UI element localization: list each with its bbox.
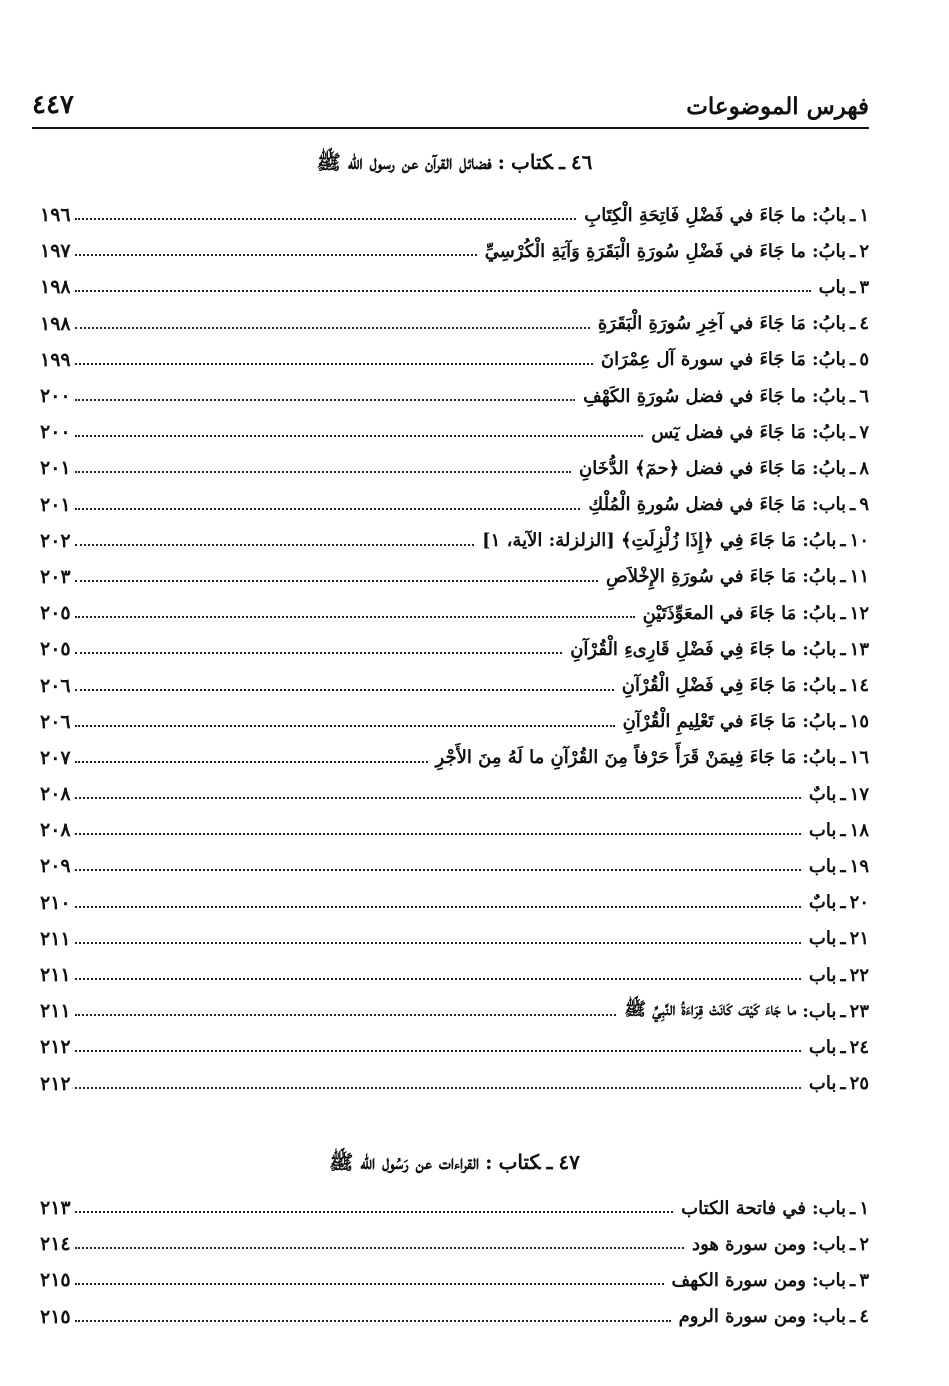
entry-bab-label: باب (818, 1233, 847, 1255)
entry-page-number: ٢٠٥ (40, 602, 71, 625)
entry-dash: ـ (840, 928, 846, 950)
entry-bab-label: بابُ (818, 421, 847, 443)
index-entry (40, 595, 869, 631)
entry-bab-label: باب (808, 819, 837, 841)
entry-number: ١١ (849, 566, 869, 588)
entry-title: مَا جَاءَ في سورة آل عِمْرَانَ (600, 349, 806, 371)
index-entry (40, 450, 869, 486)
dot-leader (75, 580, 598, 582)
entry-page-number: ١٩٨ (40, 276, 71, 299)
entry-bab-label: بابُ (808, 747, 837, 769)
entry-bab-label: بابُ (818, 204, 847, 226)
entry-colon: : (811, 385, 819, 407)
entry-number: ١٢ (849, 602, 869, 624)
index-entry (40, 812, 869, 848)
entry-page-number: ٢٠٦ (40, 710, 71, 733)
index-entry (40, 1190, 869, 1226)
index-entry (40, 957, 869, 993)
entry-bab-label: باب (818, 1306, 847, 1328)
entry-colon: : (811, 204, 819, 226)
entry-colon: : (811, 1306, 819, 1328)
entry-page-number: ٢٠٠ (40, 421, 71, 444)
entry-number: ٢٤ (849, 1036, 869, 1058)
entry-number: ١٥ (849, 711, 869, 733)
entry-dash: ـ (850, 349, 856, 371)
entry-page-number: ٢١٥ (40, 1269, 71, 1292)
dot-leader (75, 906, 801, 908)
book-number-dash: ـ (546, 1150, 553, 1174)
entry-number: ١٠ (849, 530, 869, 552)
entry-dash: ـ (850, 1197, 856, 1219)
book-title-text: فضائل القرآن عن رسول الله ﷺ (316, 150, 492, 174)
book-number-dash: ـ (559, 150, 565, 174)
dot-leader (75, 471, 571, 473)
dot-leader (75, 725, 615, 727)
entry-page-number: ٢١٠ (40, 891, 71, 914)
entry-page-number: ١٩٧ (40, 240, 71, 263)
entry-dash: ـ (850, 385, 856, 407)
dot-leader (75, 942, 801, 944)
index-entry (40, 776, 869, 812)
entry-bab-label: بابٌ (808, 783, 837, 805)
dot-leader (75, 833, 801, 835)
entry-title: ما جَاءَ في فَضْلِ سُورَةِ الْبَقَرَةِ وَآيَةِ الْكُرْسِيِّ (484, 240, 806, 262)
entry-dash: ـ (850, 313, 856, 335)
entry-dash: ـ (840, 711, 846, 733)
index-entry (40, 269, 869, 305)
entry-dash: ـ (840, 530, 846, 552)
index-entry (40, 233, 869, 269)
entry-number: ٤ (859, 313, 869, 335)
index-entry (40, 306, 869, 342)
entry-number: ٤ (859, 1306, 869, 1328)
dot-leader (75, 254, 477, 256)
entry-number: ٩ (859, 494, 869, 516)
entry-dash: ـ (840, 1000, 846, 1022)
entry-number: ١٣ (849, 638, 869, 660)
entry-title: مَا جَاءَ فِيمَنْ قَرَأَ حَرْفاً مِنَ القُرْآنِ ما لَهُ مِنَ الأَجْرِ (435, 747, 797, 769)
entry-bab-label: باب (808, 1036, 837, 1058)
entry-bab-label: بابُ (808, 566, 837, 588)
entry-bab-label: باب (808, 1073, 837, 1095)
entry-colon: : (811, 349, 819, 371)
index-entry (40, 667, 869, 703)
entry-bab-label: بابُ (818, 240, 847, 262)
entry-bab-label: بابُ (818, 313, 847, 335)
entry-colon: : (811, 240, 819, 262)
entry-title: مَا جَاءَ فِي ﴿إِذَا زُلْزِلَتِ﴾ [الزلزلة: الآية، ١] (482, 530, 797, 552)
entry-page-number: ٢٠١ (40, 493, 71, 516)
index-entry (40, 559, 869, 595)
entry-title: مَا جَاءَ في فضل يٓس (651, 421, 806, 443)
entry-number: ١٩ (849, 855, 869, 877)
index-entry (40, 631, 869, 667)
dot-leader (75, 869, 801, 871)
entry-title: مَا جَاءَ في تَعْلِيمِ الْقُرْآنِ (622, 711, 797, 733)
running-header-page-number: ٤٤٧ (32, 90, 74, 120)
entry-page-number: ٢١٥ (40, 1305, 71, 1328)
entry-title: مَا جَاءَ فِي فَضْلِ الْقُرْآنِ (621, 675, 797, 697)
entry-title: مَا جَاءَ في فضل سُورةِ الْمُلْكِ (588, 494, 806, 516)
entry-bab-label: بابُ (808, 711, 837, 733)
entry-colon: : (811, 1269, 819, 1291)
entry-number: ٢ (859, 1233, 869, 1255)
entry-page-number: ٢٠٥ (40, 638, 71, 661)
entry-page-number: ٢٠٠ (40, 385, 71, 408)
entry-page-number: ٢١٤ (40, 1233, 71, 1256)
dot-leader (75, 616, 635, 618)
index-entry (40, 1066, 869, 1102)
entry-bab-label: بابُ (818, 385, 847, 407)
entry-number: ١ (859, 204, 869, 226)
index-entry (40, 487, 869, 523)
entry-number: ٧ (859, 421, 869, 443)
entry-page-number: ٢٠١ (40, 457, 71, 480)
index-entry (40, 523, 869, 559)
entry-colon: : (802, 566, 809, 588)
entry-page-number: ٢٠٢ (40, 529, 71, 552)
entry-title: مَا جَاءَ في فضل ﴿حمٓ﴾ الدُّخَانِ (578, 457, 806, 479)
entry-bab-label: بابُ (818, 349, 847, 371)
entry-dash: ـ (850, 204, 856, 226)
index-entry (40, 197, 869, 233)
book-46-title (40, 150, 869, 179)
entry-bab-label: باب (818, 1197, 847, 1219)
entry-number: ٢١ (849, 928, 869, 950)
entry-bab-label: بابُ (808, 530, 837, 552)
entry-title: في فاتحة الكتاب (681, 1197, 806, 1219)
entry-title: ومن سورة الروم (678, 1306, 806, 1328)
entry-colon: : (802, 530, 809, 552)
entry-bab-label: باب (808, 964, 837, 986)
entry-page-number: ٢١١ (40, 1000, 71, 1023)
entry-title: مَا جَاءَ في سُورَةِ الإِخْلاَصِ (605, 566, 797, 588)
entry-number: ١٦ (849, 747, 869, 769)
dot-leader (75, 652, 563, 654)
entry-bab-label: باب (818, 276, 847, 298)
entry-page-number: ٢٠٦ (40, 674, 71, 697)
entry-colon: : (802, 711, 809, 733)
entry-title: ما جَاءَ فِي فَضْلِ قَارِىءِ الْقُرْآنِ (570, 638, 797, 660)
book-title-text: القراءات عن رَسُول الله ﷺ (329, 1150, 480, 1174)
entry-dash: ـ (840, 675, 846, 697)
entry-dash: ـ (850, 240, 856, 262)
book-label: كتاب (498, 1150, 541, 1174)
dot-leader (75, 290, 811, 292)
dot-leader (75, 435, 644, 437)
entry-colon: : (811, 457, 819, 479)
entry-page-number: ٢٠٨ (40, 783, 71, 806)
dot-leader (75, 797, 801, 799)
dot-leader (75, 1320, 671, 1322)
entry-number: ٣ (859, 1269, 869, 1291)
entry-colon: : (811, 421, 819, 443)
entry-bab-label: باب (808, 1000, 837, 1022)
entry-bab-label: بابُ (818, 457, 847, 479)
entry-number: ٦ (859, 385, 869, 407)
dot-leader (75, 1050, 801, 1052)
entry-number: ٨ (859, 457, 869, 479)
entry-colon: : (811, 494, 819, 516)
index-entry (40, 1226, 869, 1262)
dot-leader (75, 399, 575, 401)
index-entry (40, 414, 869, 450)
entry-bab-label: باب (808, 855, 837, 877)
entry-number: ١٧ (849, 783, 869, 805)
entry-title: ما جَاءَ في فَضْلِ فَاتِحَةِ الْكِتَابِ (584, 204, 806, 226)
entry-title: مَا جَاءَ في آخِرِ سُورَةِ الْبَقَرَةِ (597, 313, 806, 335)
entry-dash: ـ (850, 276, 856, 298)
book-number: ٤٦ (570, 150, 593, 174)
entry-number: ٣ (859, 276, 869, 298)
index-entry (40, 885, 869, 921)
entry-dash: ـ (840, 747, 846, 769)
entry-page-number: ٢٠٨ (40, 819, 71, 842)
entry-colon: : (802, 747, 809, 769)
index-entry (40, 342, 869, 378)
entry-colon: : (802, 602, 809, 624)
entry-number: ٢٥ (849, 1073, 869, 1095)
entry-colon: : (802, 638, 809, 660)
entry-dash: ـ (840, 566, 846, 588)
index-entry (40, 1029, 869, 1065)
entry-page-number: ١٩٦ (40, 204, 71, 227)
book-47-title (40, 1150, 869, 1179)
entry-page-number: ٢١١ (40, 964, 71, 987)
index-entry (40, 378, 869, 414)
running-header-title: فهرس الموضوعات (686, 93, 869, 120)
entry-dash: ـ (840, 964, 846, 986)
index-entry (40, 740, 869, 776)
entry-dash: ـ (840, 892, 846, 914)
entry-page-number: ٢٠٧ (40, 746, 71, 769)
entry-dash: ـ (850, 1306, 856, 1328)
entry-colon: : (811, 313, 819, 335)
dot-leader (75, 1247, 684, 1249)
dot-leader (75, 1211, 674, 1213)
index-entry (40, 1299, 869, 1335)
entry-title: ما جَاءَ في فضل سُورَةِ الكَهْفِ (583, 385, 806, 407)
book-label: كتاب (511, 150, 554, 174)
entry-colon: : (802, 1000, 809, 1022)
entry-title: ومن سورة هود (692, 1233, 806, 1255)
entry-number: ٢ (859, 240, 869, 262)
header-rule (32, 127, 869, 129)
entry-page-number: ٢١٢ (40, 1072, 71, 1095)
entry-dash: ـ (850, 421, 856, 443)
entry-dash: ـ (840, 638, 846, 660)
entry-dash: ـ (840, 1073, 846, 1095)
entry-bab-label: بابُ (808, 675, 837, 697)
entry-number: ٢٣ (849, 1000, 869, 1022)
entry-dash: ـ (840, 783, 846, 805)
entry-page-number: ٢١٣ (40, 1197, 71, 1220)
dot-leader (75, 508, 581, 510)
entry-dash: ـ (850, 1233, 856, 1255)
dot-leader (75, 218, 577, 220)
entry-bab-label: باب (818, 1269, 847, 1291)
dot-leader (75, 978, 801, 980)
entry-dash: ـ (850, 1269, 856, 1291)
entry-page-number: ٢٠٣ (40, 565, 71, 588)
entry-number: ١٤ (849, 675, 869, 697)
entry-number: ٢٢ (849, 964, 869, 986)
index-entry (40, 848, 869, 884)
entry-bab-label: باب (808, 928, 837, 950)
dot-leader (75, 1087, 801, 1089)
entry-title: ما جَاءَ كَيْفَ كَانَتْ قِرَاءَةُ النَّبِيِّ ﷺ (624, 999, 797, 1021)
entry-number: ١٨ (849, 819, 869, 841)
book-number: ٤٧ (558, 1150, 580, 1174)
index-entry (40, 993, 869, 1029)
entry-page-number: ٢١١ (40, 927, 71, 950)
entry-bab-label: بابُ (808, 638, 837, 660)
entry-number: ١ (859, 1197, 869, 1219)
entry-page-number: ٢١٢ (40, 1036, 71, 1059)
entry-dash: ـ (840, 1036, 846, 1058)
book-46-entries (40, 197, 869, 1102)
dot-leader (75, 327, 590, 329)
dot-leader (75, 761, 428, 763)
entry-bab-label: بابُ (808, 602, 837, 624)
book-colon: : (497, 150, 506, 174)
book-colon: : (485, 1150, 493, 1174)
entry-number: ٢٠ (849, 892, 869, 914)
index-entry (40, 921, 869, 957)
entry-page-number: ١٩٨ (40, 312, 71, 335)
index-entry (40, 1262, 869, 1298)
index-entry (40, 704, 869, 740)
entry-dash: ـ (840, 819, 846, 841)
entry-colon: : (811, 1197, 819, 1219)
entry-colon: : (811, 1233, 819, 1255)
entry-bab-label: بابٌ (808, 892, 837, 914)
entry-title: ومن سورة الكهف (671, 1269, 806, 1291)
book-47-entries (40, 1190, 869, 1335)
running-header (32, 84, 869, 120)
entry-dash: ـ (840, 602, 846, 624)
entry-page-number: ١٩٩ (40, 348, 71, 371)
dot-leader (75, 544, 475, 546)
entry-number: ٥ (859, 349, 869, 371)
entry-dash: ـ (850, 457, 856, 479)
entry-title: مَا جَاءَ في المعَوِّذَتَيْنِ (642, 602, 797, 624)
entry-colon: : (802, 675, 809, 697)
dot-leader (75, 1014, 617, 1016)
entry-dash: ـ (840, 855, 846, 877)
dot-leader (75, 363, 593, 365)
entry-bab-label: باب (818, 494, 847, 516)
dot-leader (75, 689, 614, 691)
entry-page-number: ٢٠٩ (40, 855, 71, 878)
dot-leader (75, 1283, 664, 1285)
entry-dash: ـ (850, 494, 856, 516)
